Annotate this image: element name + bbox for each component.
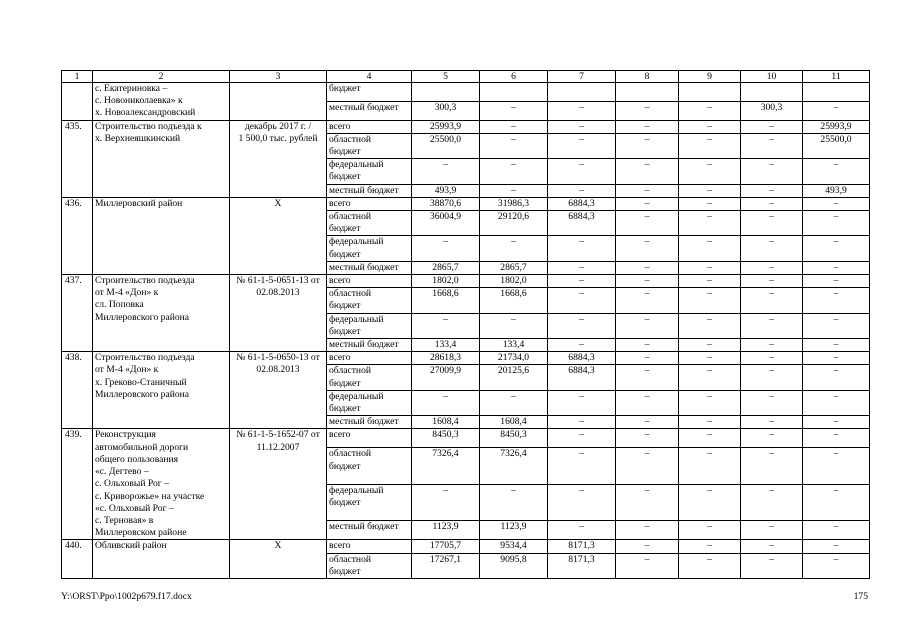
item-document: № 61-1-5-1652-07 от 11.12.2007 [230, 429, 327, 540]
amount-cell: – [741, 390, 803, 415]
amount-cell: 6884,3 [548, 365, 616, 390]
item-number: 440. [62, 540, 93, 579]
amount-cell [480, 83, 548, 102]
amount-cell: 7326,4 [412, 448, 480, 484]
amount-cell: – [548, 261, 616, 274]
amount-cell: – [741, 540, 803, 553]
amount-cell: – [480, 313, 548, 338]
amount-cell: – [412, 159, 480, 184]
amount-cell: 8171,3 [548, 540, 616, 553]
amount-cell: – [741, 313, 803, 338]
amount-cell: – [679, 365, 741, 390]
amount-cell: – [412, 313, 480, 338]
item-document: Х [230, 540, 327, 579]
amount-cell: – [548, 288, 616, 313]
amount-cell: 1668,6 [480, 288, 548, 313]
amount-cell: – [616, 540, 679, 553]
amount-cell: 31986,3 [480, 197, 548, 210]
amount-cell: 9095,8 [480, 553, 548, 578]
amount-cell: – [803, 313, 870, 338]
amount-cell: – [616, 120, 679, 133]
column-number-header: 6 [480, 71, 548, 83]
amount-cell: – [548, 236, 616, 261]
amount-cell: 21734,0 [480, 352, 548, 365]
amount-cell: – [616, 352, 679, 365]
amount-cell [679, 83, 741, 102]
amount-cell: 8171,3 [548, 553, 616, 578]
amount-cell: – [803, 540, 870, 553]
amount-cell: – [548, 521, 616, 540]
amount-cell: 7326,4 [480, 448, 548, 484]
amount-cell: – [679, 184, 741, 197]
amount-cell: – [741, 484, 803, 520]
amount-cell: – [741, 275, 803, 288]
amount-cell: 1668,6 [412, 288, 480, 313]
amount-cell: – [679, 101, 741, 120]
amount-cell: – [741, 120, 803, 133]
amount-cell: – [741, 288, 803, 313]
amount-cell: 1123,9 [480, 521, 548, 540]
column-number-header: 8 [616, 71, 679, 83]
amount-cell: – [803, 288, 870, 313]
amount-cell: 25500,0 [803, 133, 870, 158]
table-row [62, 429, 870, 448]
amount-cell: – [741, 184, 803, 197]
amount-cell: – [679, 521, 741, 540]
amount-cell: 6884,3 [548, 352, 616, 365]
amount-cell: – [741, 236, 803, 261]
amount-cell: 133,4 [480, 339, 548, 352]
item-document: декабрь 2017 г. / 1 500,0 тыс. рублей [230, 120, 327, 197]
amount-cell: – [548, 120, 616, 133]
amount-cell: – [616, 236, 679, 261]
column-number-header: 10 [741, 71, 803, 83]
amount-cell: – [741, 553, 803, 578]
budget-source: федеральный бюджет [327, 313, 412, 338]
amount-cell: – [548, 184, 616, 197]
item-number: 438. [62, 352, 93, 429]
amount-cell: 6884,3 [548, 211, 616, 236]
amount-cell: – [803, 365, 870, 390]
table-row [62, 352, 870, 365]
amount-cell: – [616, 339, 679, 352]
amount-cell: – [616, 275, 679, 288]
budget-source: областной бюджет [327, 553, 412, 578]
budget-source: федеральный бюджет [327, 484, 412, 520]
item-name: с. Екатериновка – с. Новониколаевка» к х. Новоалександровский [93, 83, 230, 121]
budget-table [61, 70, 870, 579]
amount-cell: – [679, 553, 741, 578]
amount-cell: – [616, 184, 679, 197]
amount-cell: – [803, 211, 870, 236]
amount-cell: 2865,7 [412, 261, 480, 274]
item-document: № 61-1-5-0651-13 от 02.08.2013 [230, 275, 327, 352]
table-row [62, 540, 870, 553]
amount-cell: – [679, 133, 741, 158]
amount-cell: – [616, 390, 679, 415]
column-number-header: 1 [62, 71, 93, 83]
amount-cell: 300,3 [741, 101, 803, 120]
amount-cell: – [803, 484, 870, 520]
budget-source: местный бюджет [327, 184, 412, 197]
amount-cell [412, 83, 480, 102]
column-number-header: 2 [93, 71, 230, 83]
amount-cell: – [741, 416, 803, 429]
item-document: Х [230, 197, 327, 274]
budget-source: всего [327, 197, 412, 210]
column-number-header: 11 [803, 71, 870, 83]
budget-source: всего [327, 429, 412, 448]
budget-source: областной бюджет [327, 365, 412, 390]
amount-cell: – [616, 553, 679, 578]
item-number: 436. [62, 197, 93, 274]
amount-cell: – [480, 184, 548, 197]
amount-cell: – [679, 261, 741, 274]
item-number [62, 83, 93, 121]
amount-cell: – [803, 197, 870, 210]
amount-cell [548, 83, 616, 102]
budget-source: областной бюджет [327, 288, 412, 313]
amount-cell: 493,9 [412, 184, 480, 197]
amount-cell: – [548, 416, 616, 429]
amount-cell: – [803, 275, 870, 288]
amount-cell: – [679, 120, 741, 133]
amount-cell [616, 83, 679, 102]
table-row [62, 275, 870, 288]
amount-cell [741, 83, 803, 102]
item-number: 437. [62, 275, 93, 352]
amount-cell: – [741, 429, 803, 448]
amount-cell: 8450,3 [412, 429, 480, 448]
table-row [62, 120, 870, 133]
amount-cell: – [412, 484, 480, 520]
amount-cell: – [679, 540, 741, 553]
amount-cell: – [616, 521, 679, 540]
amount-cell: – [741, 352, 803, 365]
amount-cell: – [548, 313, 616, 338]
amount-cell: – [679, 313, 741, 338]
amount-cell: – [548, 339, 616, 352]
budget-source: местный бюджет [327, 416, 412, 429]
amount-cell: – [616, 365, 679, 390]
budget-source: всего [327, 275, 412, 288]
amount-cell: – [679, 159, 741, 184]
amount-cell: – [616, 101, 679, 120]
amount-cell: – [548, 133, 616, 158]
amount-cell: – [616, 261, 679, 274]
amount-cell: – [480, 390, 548, 415]
budget-source: федеральный бюджет [327, 159, 412, 184]
budget-source: областной бюджет [327, 133, 412, 158]
item-number: 439. [62, 429, 93, 540]
amount-cell: – [679, 211, 741, 236]
amount-cell: – [741, 339, 803, 352]
amount-cell: – [741, 365, 803, 390]
amount-cell: 2865,7 [480, 261, 548, 274]
amount-cell: – [803, 390, 870, 415]
amount-cell: – [679, 390, 741, 415]
amount-cell: – [803, 101, 870, 120]
amount-cell: 17267,1 [412, 553, 480, 578]
amount-cell [803, 83, 870, 102]
amount-cell: – [616, 288, 679, 313]
amount-cell: – [803, 352, 870, 365]
amount-cell: – [679, 352, 741, 365]
amount-cell: 133,4 [412, 339, 480, 352]
amount-cell: – [412, 236, 480, 261]
column-number-header: 9 [679, 71, 741, 83]
amount-cell: – [616, 197, 679, 210]
amount-cell: 300,3 [412, 101, 480, 120]
amount-cell: – [679, 339, 741, 352]
amount-cell: 38870,6 [412, 197, 480, 210]
amount-cell: – [480, 101, 548, 120]
amount-cell: – [741, 159, 803, 184]
amount-cell: – [803, 416, 870, 429]
amount-cell: – [616, 484, 679, 520]
amount-cell: 17705,7 [412, 540, 480, 553]
column-number-header: 3 [230, 71, 327, 83]
amount-cell: – [803, 448, 870, 484]
amount-cell: – [741, 261, 803, 274]
amount-cell: – [616, 416, 679, 429]
table-row [62, 197, 870, 210]
item-name: Строительство подъезда к х. Верхнеяшкинский [93, 120, 230, 197]
budget-source: местный бюджет [327, 261, 412, 274]
amount-cell: – [616, 429, 679, 448]
amount-cell: – [548, 275, 616, 288]
budget-source: федеральный бюджет [327, 390, 412, 415]
amount-cell: 493,9 [803, 184, 870, 197]
column-number-header: 7 [548, 71, 616, 83]
amount-cell: 25500,0 [412, 133, 480, 158]
amount-cell: – [679, 236, 741, 261]
amount-cell: – [412, 390, 480, 415]
amount-cell: – [679, 197, 741, 210]
budget-source: федеральный бюджет [327, 236, 412, 261]
amount-cell: – [679, 484, 741, 520]
amount-cell: – [679, 275, 741, 288]
amount-cell: 8450,3 [480, 429, 548, 448]
amount-cell: 9534,4 [480, 540, 548, 553]
amount-cell: 27009,9 [412, 365, 480, 390]
item-name: Строительство подъезда от М-4 «Дон» к х. Греково-Станичный Миллеровского района [93, 352, 230, 429]
amount-cell: – [616, 211, 679, 236]
budget-source: всего [327, 540, 412, 553]
column-number-header: 4 [327, 71, 412, 83]
amount-cell: – [741, 133, 803, 158]
amount-cell: – [480, 236, 548, 261]
amount-cell: – [616, 159, 679, 184]
amount-cell: – [741, 448, 803, 484]
item-name: Обливский район [93, 540, 230, 579]
amount-cell: 1123,9 [412, 521, 480, 540]
item-name: Строительство подъезда от М-4 «Дон» к сл. Поповка Миллеровского района [93, 275, 230, 352]
amount-cell: 1802,0 [480, 275, 548, 288]
amount-cell: 28618,3 [412, 352, 480, 365]
amount-cell: 20125,6 [480, 365, 548, 390]
amount-cell: – [679, 416, 741, 429]
amount-cell: 25993,9 [803, 120, 870, 133]
amount-cell: – [803, 159, 870, 184]
budget-source: местный бюджет [327, 521, 412, 540]
amount-cell: – [548, 390, 616, 415]
amount-cell: – [679, 448, 741, 484]
amount-cell: – [548, 429, 616, 448]
amount-cell: 1802,0 [412, 275, 480, 288]
amount-cell: – [616, 448, 679, 484]
amount-cell: – [803, 429, 870, 448]
budget-source: местный бюджет [327, 101, 412, 120]
amount-cell: 6884,3 [548, 197, 616, 210]
amount-cell: – [480, 120, 548, 133]
amount-cell: – [480, 484, 548, 520]
budget-source: всего [327, 120, 412, 133]
amount-cell: 29120,6 [480, 211, 548, 236]
amount-cell: – [803, 236, 870, 261]
amount-cell: – [803, 521, 870, 540]
page-number: 175 [853, 591, 868, 602]
budget-source: областной бюджет [327, 448, 412, 484]
budget-source: всего [327, 352, 412, 365]
item-name: Миллеровский район [93, 197, 230, 274]
table-row [62, 83, 870, 102]
amount-cell: – [679, 288, 741, 313]
amount-cell: – [741, 211, 803, 236]
amount-cell: – [548, 159, 616, 184]
amount-cell: – [741, 197, 803, 210]
amount-cell: 36004,9 [412, 211, 480, 236]
amount-cell: – [480, 159, 548, 184]
budget-source: местный бюджет [327, 339, 412, 352]
item-document: № 61-1-5-0650-13 от 02.08.2013 [230, 352, 327, 429]
column-number-header: 5 [412, 71, 480, 83]
amount-cell: – [480, 133, 548, 158]
amount-cell: 1608,4 [480, 416, 548, 429]
amount-cell: – [548, 448, 616, 484]
amount-cell: – [548, 484, 616, 520]
amount-cell: – [803, 339, 870, 352]
item-document [230, 83, 327, 121]
amount-cell: – [803, 553, 870, 578]
amount-cell: – [616, 133, 679, 158]
amount-cell: – [616, 313, 679, 338]
amount-cell: – [803, 261, 870, 274]
item-number: 435. [62, 120, 93, 197]
item-name: Реконструкция автомобильной дороги общего пользования «с. Дегтево – с. Ольховый Рог – с. Криворожье» на участке «с. Ольховый Рог – с. Терновая» в Миллеровском районе [93, 429, 230, 540]
amount-cell: – [679, 429, 741, 448]
amount-cell: 25993,9 [412, 120, 480, 133]
amount-cell: 1608,4 [412, 416, 480, 429]
header-row [62, 71, 870, 83]
file-path: Y:\ORST\Ppo\1002p679.f17.docx [61, 591, 192, 602]
budget-source: бюджет [327, 83, 412, 102]
amount-cell: – [741, 521, 803, 540]
amount-cell: – [548, 101, 616, 120]
budget-source: областной бюджет [327, 211, 412, 236]
